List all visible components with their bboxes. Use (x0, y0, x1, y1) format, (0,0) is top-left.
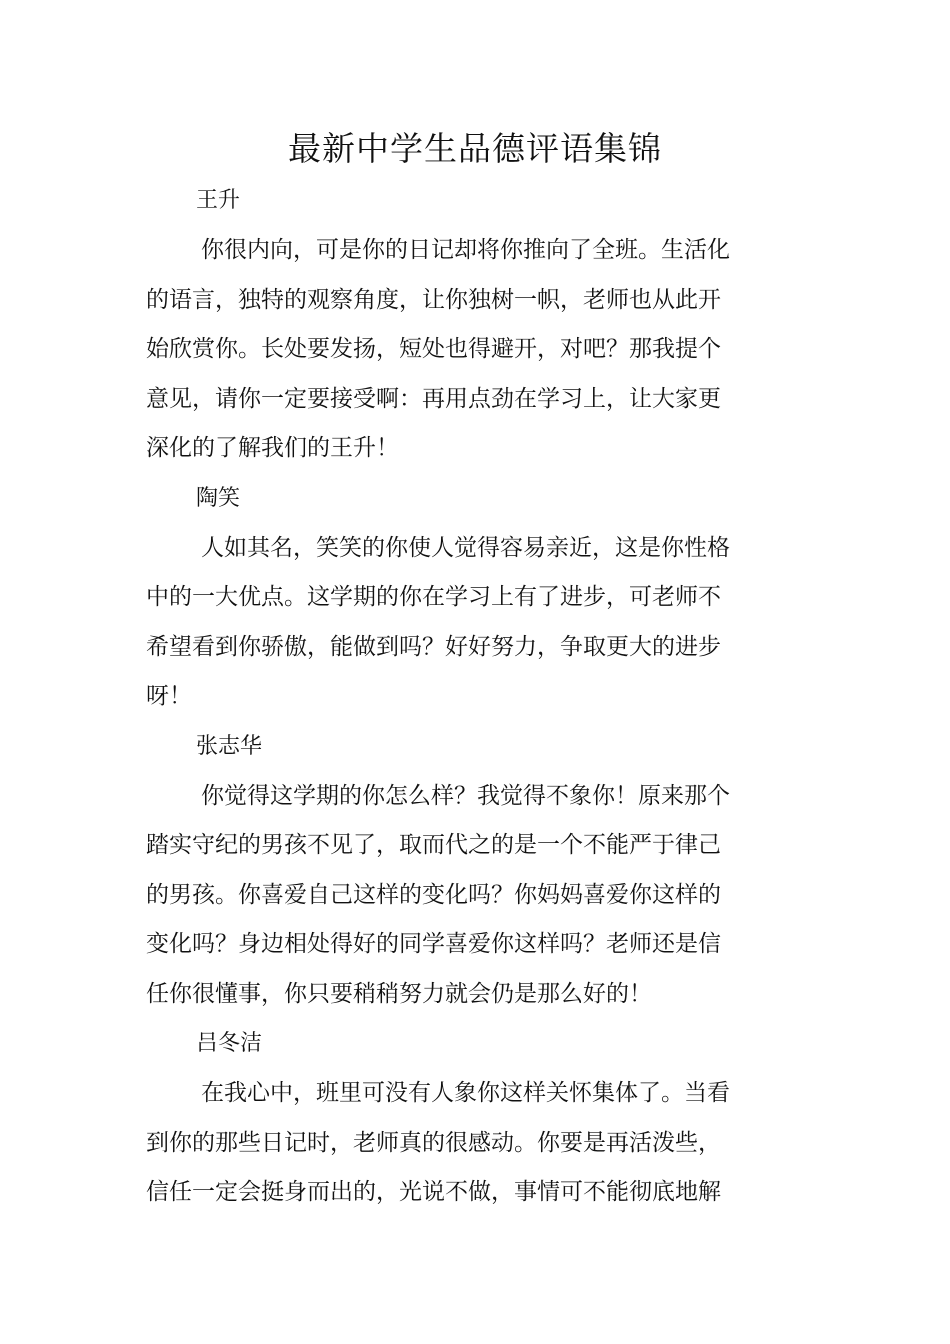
comment-entry (146, 474, 810, 722)
comment-paragraph (146, 1069, 810, 1218)
paragraph-line: 在我心中，班里可没有人象你这样关怀集体了。当看 (201, 1080, 730, 1106)
paragraph-line: 你很内向，可是你的日记却将你推向了全班。生活化 (201, 237, 730, 263)
comment-paragraph (146, 772, 810, 1020)
paragraph-line: 任你很懂事，你只要稍稍努力就会仍是那么好的！ (146, 980, 652, 1007)
paragraph-line: 的男孩。你喜爱自己这样的变化吗？你妈妈喜爱你这样的 (146, 881, 721, 908)
student-name: 陶笑 (196, 485, 241, 511)
comment-entry (146, 1019, 810, 1218)
paragraph-line: 信任一定会挺身而出的，光说不做，事情可不能彻底地解 (146, 1179, 721, 1205)
paragraph-line: 的语言，独特的观察角度，让你独树一帜，老师也从此开 (146, 286, 721, 313)
student-name: 吕冬洁 (196, 1031, 263, 1056)
paragraph-line: 到你的那些日记时，老师真的很感动。你要是再活泼些， (146, 1129, 721, 1156)
paragraph-line: 呀！ (146, 683, 192, 709)
document-body (146, 176, 810, 1218)
paragraph-line: 人如其名，笑笑的你使人觉得容易亲近，这是你性格 (201, 534, 730, 561)
document-title: 最新中学生品德评语集锦 (288, 129, 662, 168)
comment-paragraph (146, 524, 810, 722)
comment-paragraph (146, 226, 810, 474)
paragraph-line: 始欣赏你。长处要发扬，短处也得避开，对吧？那我提个 (146, 336, 721, 362)
paragraph-line: 变化吗？身边相处得好的同学喜爱你这样吗？老师还是信 (146, 931, 721, 957)
paragraph-line: 意见，请你一定要接受啊：再用点劲在学习上，让大家更 (146, 385, 721, 412)
student-name: 张志华 (196, 733, 263, 759)
paragraph-line: 你觉得这学期的你怎么样？我觉得不象你！原来那个 (201, 782, 730, 809)
comment-entry (146, 176, 810, 474)
paragraph-line: 希望看到你骄傲，能做到吗？好好努力，争取更大的进步 (146, 633, 721, 660)
comment-entry (146, 722, 810, 1020)
paragraph-line: 中的一大优点。这学期的你在学习上有了进步，可老师不 (146, 584, 721, 610)
paragraph-line: 踏实守纪的男孩不见了，取而代之的是一个不能严于律己 (146, 832, 721, 858)
student-name: 王升 (196, 188, 241, 213)
paragraph-line: 深化的了解我们的王升！ (146, 435, 399, 461)
